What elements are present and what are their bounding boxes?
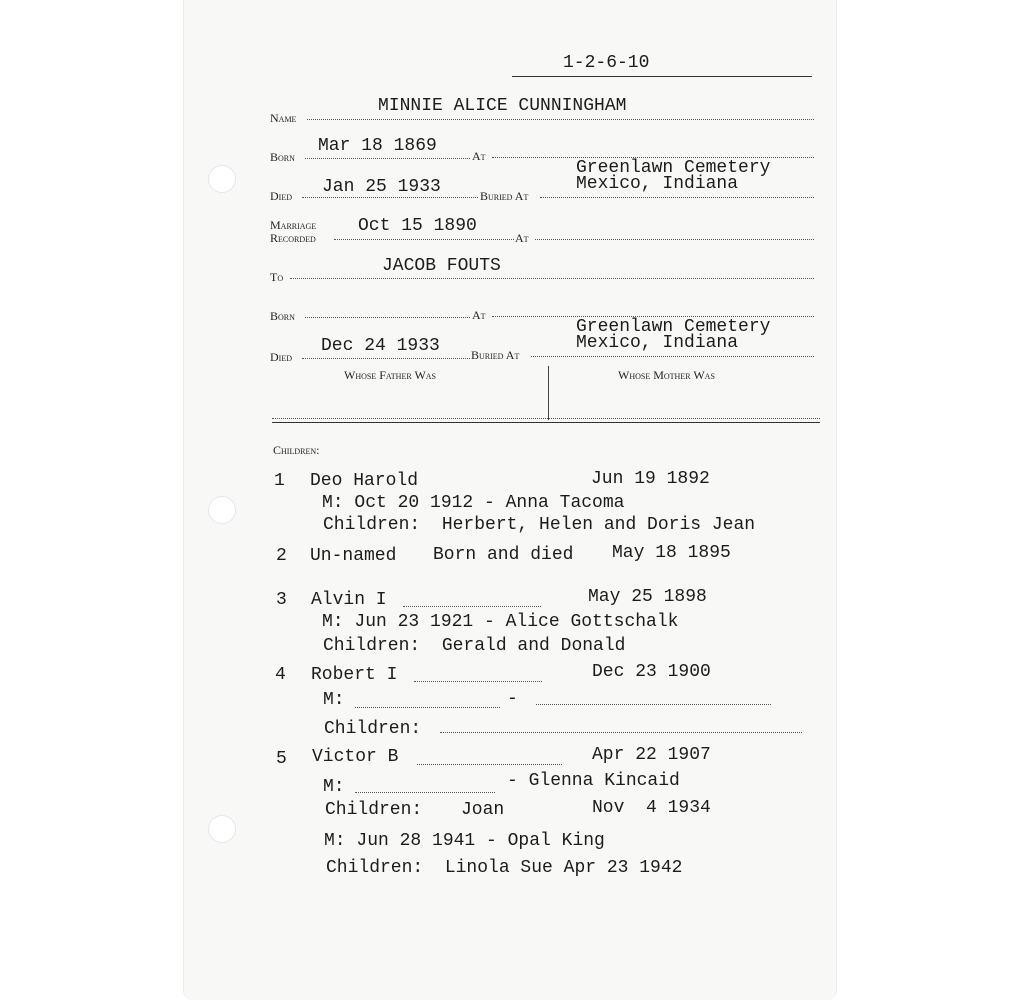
child-name: Deo Harold	[310, 471, 419, 491]
person-name: MINNIE ALICE CUNNINGHAM	[378, 96, 627, 116]
children-heading: Children:	[273, 443, 320, 457]
child-marriage-dash: -	[507, 689, 518, 709]
buried-at-line	[540, 197, 814, 198]
child-name: Victor B	[312, 747, 399, 767]
died-line	[302, 197, 478, 198]
mother-label: Whose Mother Was	[618, 368, 715, 382]
name-line	[307, 119, 814, 120]
spouse-born-label: Born	[270, 309, 295, 323]
person-born-date: Mar 18 1869	[318, 136, 437, 156]
child-number: 1	[274, 471, 285, 491]
child-children-line	[440, 732, 802, 733]
born-at-label: At	[472, 149, 486, 163]
born-line	[305, 158, 470, 159]
father-label: Whose Father Was	[344, 368, 437, 382]
born-label: Born	[270, 150, 295, 164]
grandchild-birth-date: Nov 4 1934	[592, 798, 711, 818]
marriage-line	[334, 239, 514, 240]
buried-at-label: Buried At	[480, 189, 529, 203]
person-buried-line1: Greenlawn Cemetery	[576, 158, 771, 178]
parents-dotted-line	[272, 418, 820, 419]
child-name-line	[414, 681, 542, 682]
child-number: 5	[276, 749, 287, 769]
person-buried-line2: Mexico, Indiana	[576, 174, 739, 194]
recorded-label: Recorded	[270, 231, 316, 245]
died-label: Died	[270, 189, 292, 203]
parents-divider	[548, 366, 549, 420]
child-birth-date: May 18 1895	[612, 543, 731, 563]
child-marriage: M: Jun 23 1921 - Alice Gottschalk	[322, 612, 679, 632]
spouse-died-label: Died	[270, 350, 292, 364]
child-name: Robert I	[311, 665, 398, 685]
spouse-buried-line1: Greenlawn Cemetery	[576, 317, 771, 337]
spouse-born-at-label: At	[472, 308, 486, 322]
child-birth-date: Apr 22 1907	[592, 745, 711, 765]
name-label: Name	[270, 111, 297, 125]
marriage-at-label: At	[515, 231, 529, 245]
parents-rule	[272, 422, 820, 423]
child-marriage-prefix: M:	[323, 777, 345, 797]
child-birth-date: May 25 1898	[588, 587, 707, 607]
child-number: 3	[276, 590, 287, 610]
child-number: 2	[276, 546, 287, 566]
marriage-date: Oct 15 1890	[358, 216, 477, 236]
punch-hole	[208, 815, 236, 843]
file-number: 1-2-6-10	[563, 53, 650, 73]
spouse-died-line	[302, 358, 470, 359]
child-note: Born and died	[433, 545, 574, 565]
to-label: To	[270, 270, 284, 284]
child-birth-date: Dec 23 1900	[592, 662, 711, 682]
child-name: Un-named	[310, 546, 397, 566]
child-marriage-line	[355, 707, 500, 708]
child-marriage: M: Oct 20 1912 - Anna Tacoma	[322, 493, 625, 513]
child-name: Alvin I	[311, 590, 387, 610]
child-number: 4	[275, 665, 286, 685]
punch-hole	[208, 165, 236, 193]
spouse-buried-line2: Mexico, Indiana	[576, 333, 739, 353]
child-second-marriage: M: Jun 28 1941 - Opal King	[324, 831, 605, 851]
marriage-at-line	[535, 239, 814, 240]
child-marriage-prefix: M:	[323, 690, 345, 710]
child-marriage-line	[355, 792, 495, 793]
child-spouse-line	[536, 704, 771, 705]
child-children: Children: Gerald and Donald	[323, 636, 626, 656]
grandchild-name: Joan	[461, 800, 505, 820]
child-name-line	[417, 764, 562, 765]
child-children: Children: Herbert, Helen and Doris Jean	[323, 515, 756, 535]
child-children-prefix: Children:	[324, 719, 422, 739]
child-second-children: Children: Linola Sue Apr 23 1942	[326, 858, 683, 878]
punch-hole	[208, 496, 236, 524]
child-marriage: - Glenna Kincaid	[507, 771, 680, 791]
person-died-date: Jan 25 1933	[322, 177, 441, 197]
child-children-prefix: Children:	[325, 800, 423, 820]
child-birth-date: Jun 19 1892	[591, 469, 710, 489]
to-line	[290, 278, 814, 279]
spouse-born-line	[305, 317, 470, 318]
file-number-rule	[512, 76, 812, 77]
child-name-line	[403, 606, 541, 607]
spouse-died-date: Dec 24 1933	[321, 336, 440, 356]
spouse-buried-at-label: Buried At	[471, 348, 520, 362]
marriage-label: Marriage	[270, 218, 317, 232]
spouse-buried-at-line	[531, 356, 814, 357]
spouse-name: JACOB FOUTS	[382, 256, 501, 276]
